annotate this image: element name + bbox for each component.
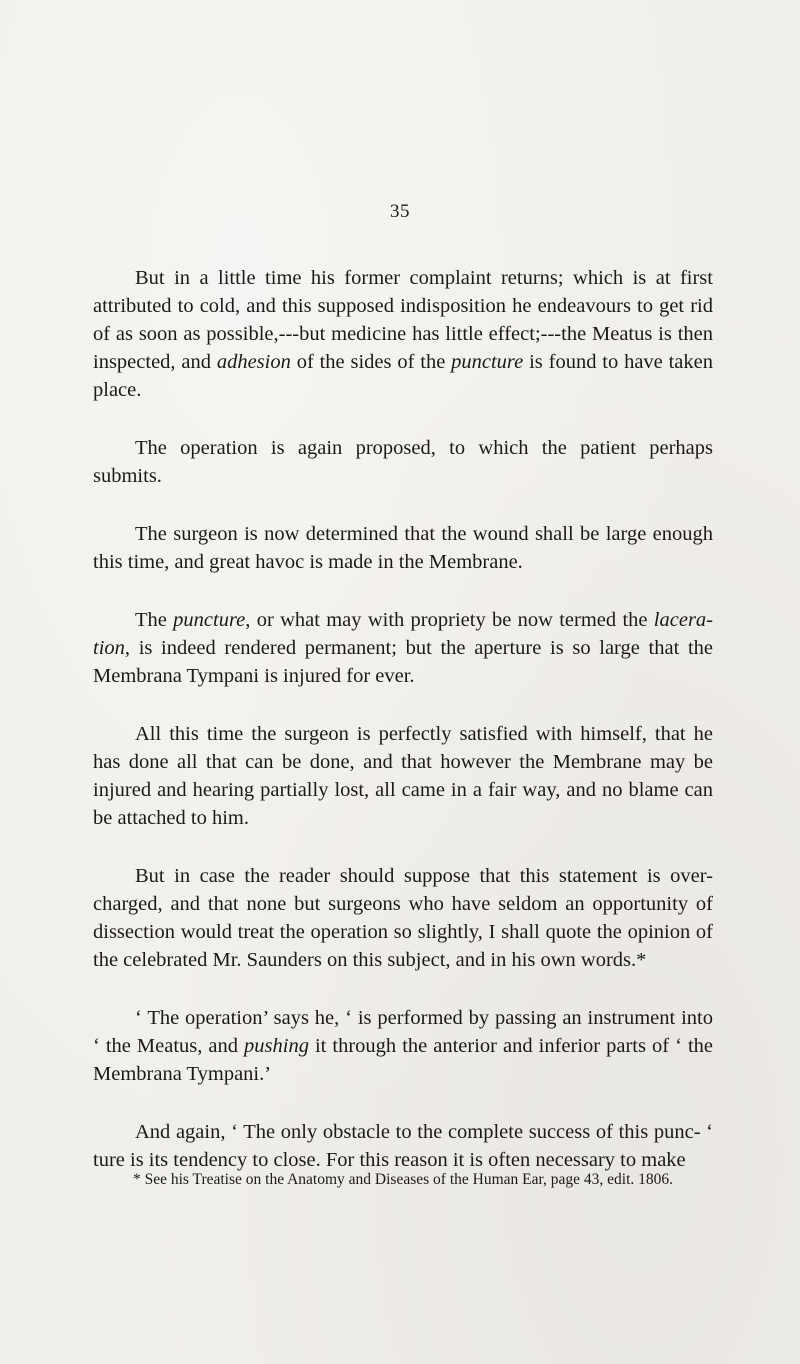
paragraph-3: The surgeon is now determined that the wound shall be large enough this time, and great havoc is made in the Membrane. [93,523,713,573]
paragraph-4: The puncture, or what may with propriety be now termed the lacera-tion, is indeed rendered permanent; but the aperture is so large that the Membrana Tympani is injured for ever. [93,609,713,687]
paragraph-8-quotation: And again, ‘ The only obstacle to the complete success of this punc- ‘ ture is its tendency to close. For this reason it is often necessary to make [93,1121,713,1171]
footnote: * See his Treatise on the Anatomy and Diseases of the Human Ear, page 43, edit. 1806. [132,1171,674,1188]
paragraph-6: But in case the reader should suppose that this statement is over-charged, and that none but surgeons who have seldom an opportunity of dissection would treat the operation so slightly, I shall quote the opinion of the celebrated Mr. Saunders on this subject, and in his own words.* [93,865,713,971]
body-text [93,264,713,1174]
paragraph-7-quotation: ‘ The operation’ says he, ‘ is performed by passing an instrument into ‘ the Meatus, and pushing it through the anterior and inferior parts of ‘ the Membrana Tympani.’ [93,1007,713,1085]
paragraph-5: All this time the surgeon is perfectly satisfied with himself, that he has done all that can be done, and that however the Membrane may be injured and hearing partially lost, all came in a fair way, and no blame can be attached to him. [93,723,713,829]
paragraph-2: The operation is again proposed, to which the patient perhaps submits. [93,437,713,487]
page-number: 35 [390,201,410,222]
paragraph-1: But in a little time his former complaint returns; which is at first attributed to cold, and this supposed indisposition he endeavours to get rid of as soon as possible,---but medicine has little effect;---the Meatus is then inspected, and adhesion of the sides of the puncture is found to have taken place. [93,267,713,401]
